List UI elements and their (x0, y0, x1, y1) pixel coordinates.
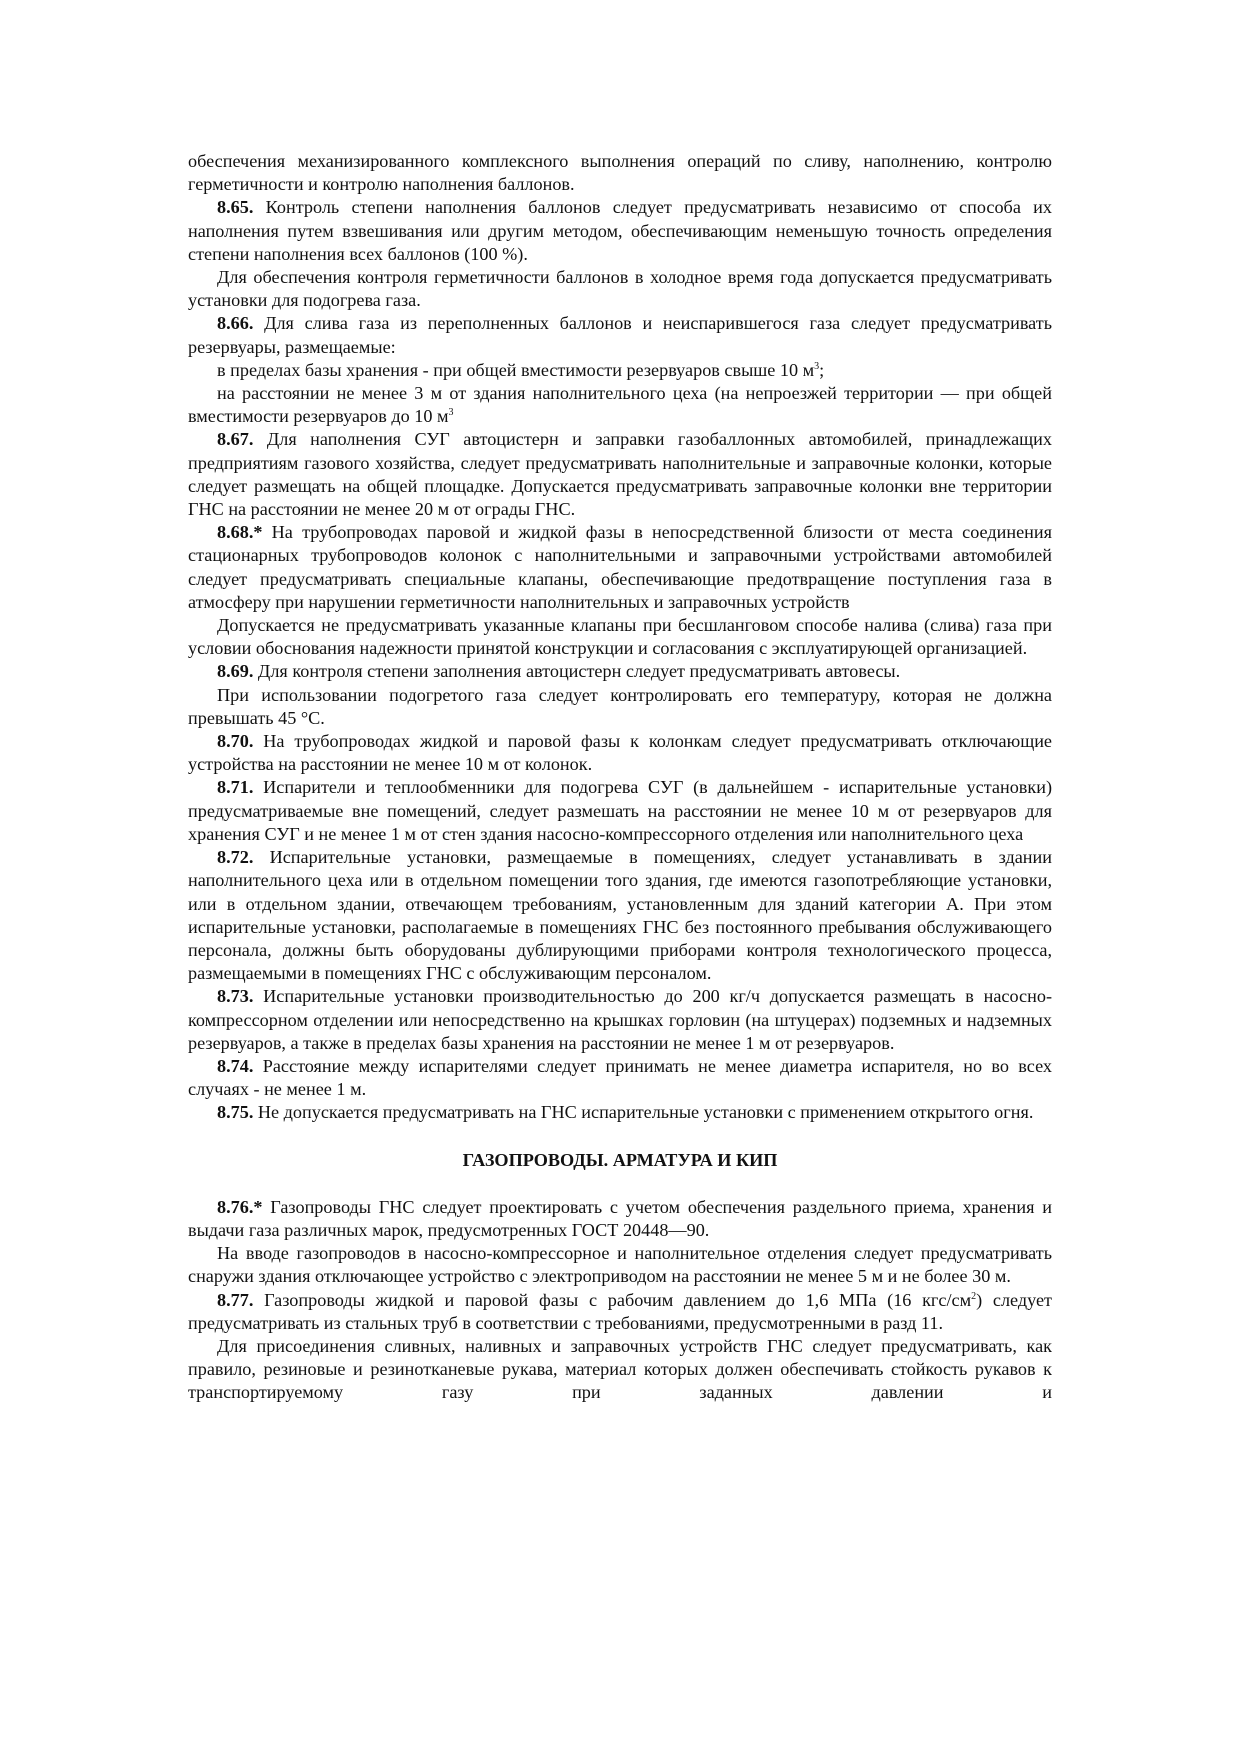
paragraph-text: Для контроля степени заполнения автоцистерн следует предусматривать автовесы. (257, 661, 901, 682)
paragraph-text: на расстоянии не менее 3 м от здания наполнительного цеха (на непроезжей территории — при общей вместимости резервуаров до 10 м (188, 383, 1052, 427)
paragraph-8-69 (188, 660, 1052, 683)
clause-number: 8.66. (217, 313, 254, 334)
paragraph-8-67 (188, 428, 1052, 521)
paragraph (188, 1242, 1052, 1288)
paragraph-text: На вводе газопроводов в насосно-компрессорное и наполнительное отделения следует предусматривать снаружи здания отключающее устройство с электроприводом на расстоянии не менее 5 м и не более 30 м. (188, 1243, 1052, 1287)
paragraph-8-71 (188, 776, 1052, 846)
clause-number: 8.65. (217, 197, 254, 218)
superscript: 3 (814, 360, 820, 372)
paragraph (188, 1335, 1052, 1405)
paragraph-text: При использовании подогретого газа следует контролировать его температуру, которая не должна превышать 45 °С. (188, 684, 1052, 728)
paragraph-text: в пределах базы хранения - при общей вместимости резервуаров свыше 10 м (217, 359, 815, 380)
paragraph-8-76 (188, 1196, 1052, 1242)
paragraph-text: обеспечения механизированного комплексного выполнения операций по сливу, наполнению, контролю герметичности и контролю наполнения баллонов. (188, 151, 1052, 195)
clause-number: 8.67. (217, 429, 254, 450)
clause-number: 8.70. (217, 731, 254, 752)
paragraph-text: Контроль степени наполнения баллонов следует предусматривать независимо от способа их наполнения путем взвешивания или другим методом, обеспечивающим неменьшую точность определения степени наполнения всех баллонов (100 %). (188, 197, 1052, 264)
superscript: 3 (448, 407, 454, 419)
paragraph-text: На трубопроводах паровой и жидкой фазы в непосредственной близости от места соединения стационарных трубопроводов колонок с наполнительными и заправочными устройствами автомобилей следует предусматривать специальные клапаны, обеспечивающие предотвращение поступления газа в атмосферу при нарушении герметичности наполнительных и заправочных устройств (188, 522, 1053, 612)
paragraph-8-77 (188, 1289, 1052, 1335)
paragraph-8-73 (188, 985, 1052, 1055)
list-item (188, 382, 1052, 428)
paragraph (188, 684, 1052, 730)
paragraph-text: Для присоединения сливных, наливных и заправочных устройств ГНС следует предусматривать, как правило, резиновые и резинотканевые рукава, материал которых должен обеспечивать стойкость рукавов к транспортируемому газу при заданных давлении и (188, 1335, 1052, 1403)
paragraph-8-74 (188, 1055, 1052, 1101)
paragraph-text: Допускается не предусматривать указанные клапаны при бесшланговом способе налива (слива) газа при условии обоснования надежности принятой конструкции и согласования с эксплуатирующей организацией. (188, 615, 1052, 659)
paragraph-text: Испарители и теплообменники для подогрева СУГ (в дальнейшем - испарительные установки) предусматриваемые вне помещений, следует размешать на расстоянии не менее 10 м от резервуаров для хранения СУГ и не менее 1 м от стен здания насосно-компрессорного отделения или наполнительного цеха (188, 777, 1053, 844)
clause-number: 8.72. (217, 847, 254, 868)
clause-number: 8.75. (217, 1102, 254, 1123)
paragraph (188, 266, 1052, 312)
paragraph-text: На трубопроводах жидкой и паровой фазы к колонкам следует предусматривать отключающие устройства на расстоянии не менее 10 м от колонок. (188, 731, 1052, 775)
paragraph (188, 150, 1052, 196)
clause-number: 8.71. (217, 777, 254, 798)
superscript: 2 (971, 1290, 977, 1302)
paragraph-text: Для обеспечения контроля герметичности баллонов в холодное время года допускается предусматривать установки для подогрева газа. (188, 267, 1052, 311)
paragraph-8-70 (188, 730, 1052, 776)
paragraph-8-68 (188, 521, 1052, 614)
paragraph (188, 614, 1052, 660)
clause-number: 8.77. (217, 1289, 254, 1310)
paragraph-text: Газопроводы ГНС следует проектировать с учетом обеспечения раздельного приема, хранения и выдачи газа различных марок, предусмотренных ГОСТ 20448—90. (188, 1196, 1053, 1240)
paragraph-8-65 (188, 196, 1052, 266)
paragraph-text: Для наполнения СУГ автоцистерн и заправки газобаллонных автомобилей, принадлежащих предприятиям газового хозяйства, следует предусматривать наполнительные и заправочные колонки, которые следует размещать на общей площадке. Допускается предусматривать заправочные колонки вне территории ГНС на расстоянии не менее 20 м от ограды ГНС. (188, 429, 1052, 520)
clause-number: 8.73. (217, 986, 254, 1007)
clause-number: 8.68.* (217, 522, 263, 543)
paragraph-text: Испарительные установки производительностью до 200 кг/ч допускается размещать в насосно-компрессорном отделении или непосредственно на крышках горловин (на штуцерах) подземных и надземных резервуаров, а также в пределах базы хранения на расстоянии не менее 1 м от резервуаров. (188, 986, 1053, 1053)
paragraph-text: Для слива газа из переполненных баллонов и неиспарившегося газа следует предусматривать резервуары, размещаемые: (188, 313, 1053, 357)
clause-number: 8.74. (217, 1055, 254, 1076)
paragraph-text: Газопроводы жидкой и паровой фазы с рабочим давлением до 1,6 МПа (16 кгс/см (264, 1289, 972, 1310)
paragraph-text: Испарительные установки, размещаемые в помещениях, следует устанавливать в здании наполнительного цеха или в отдельном помещении того здания, где имеются газопотребляющие установки, или в отдельном здании, отвечающем требованиям, установленным для зданий категории А. При этом испарительные установки, располагаемые в помещениях ГНС без постоянного пребывания обслуживающего персонала, должны быть оборудованы дублирующими приборами контроля технологического процесса, размещаемыми в помещениях ГНС с обслуживающим персоналом. (188, 847, 1052, 984)
paragraph-tail: ; (819, 359, 825, 380)
paragraph-8-66 (188, 312, 1052, 358)
paragraph-tail: ) следует предусматривать из стальных труб в соответствии с требованиями, предусмотренными в разд 11. (188, 1289, 1052, 1333)
paragraph-text: Не допускается предусматривать на ГНС испарительные установки с применением открытого огня. (257, 1102, 1034, 1123)
paragraph-8-75 (188, 1101, 1052, 1124)
clause-number: 8.76.* (217, 1196, 263, 1217)
document-page (188, 150, 1052, 1405)
section-heading: ГАЗОПРОВОДЫ. АРМАТУРА И КИП (462, 1149, 778, 1170)
paragraph-text: Расстояние между испарителями следует принимать не менее диаметра испарителя, но во всех случаях - не менее 1 м. (188, 1055, 1053, 1100)
list-item (188, 359, 1052, 382)
paragraph-8-72 (188, 846, 1052, 985)
clause-number: 8.69. (217, 661, 254, 682)
